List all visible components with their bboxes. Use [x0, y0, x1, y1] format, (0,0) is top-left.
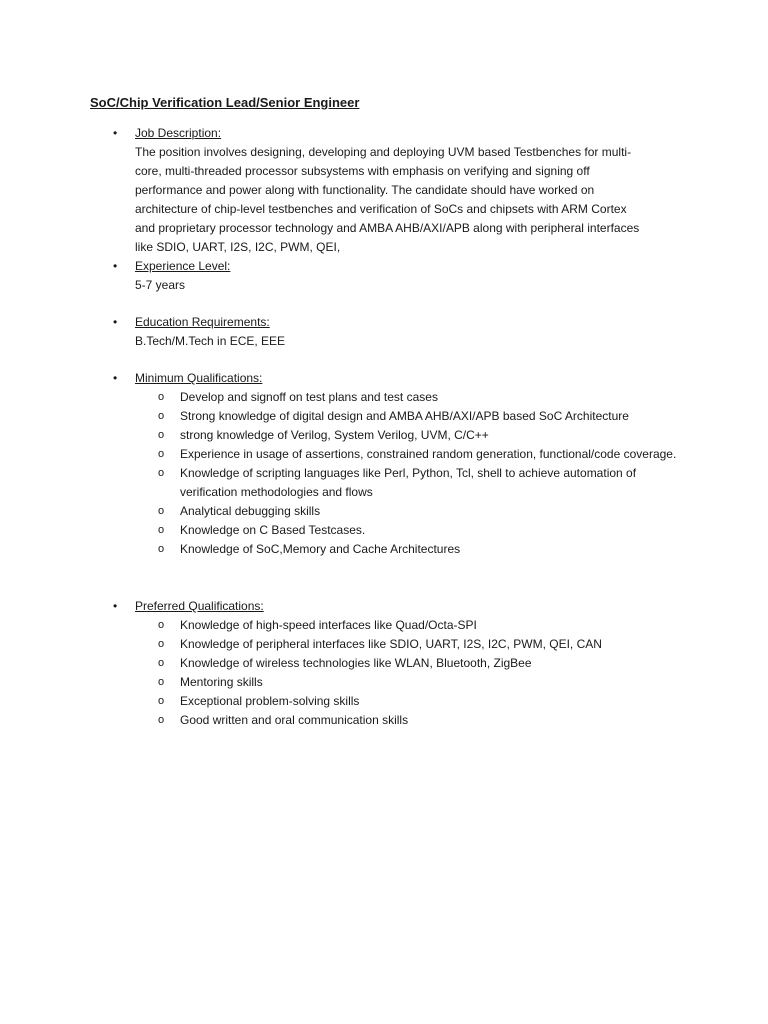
bullet-icon: •	[113, 259, 118, 273]
list-item	[135, 407, 680, 426]
circle-bullet-icon: o	[158, 467, 165, 479]
experience-level-value: 5-7 years	[135, 278, 186, 292]
list-item	[135, 502, 680, 521]
list-item	[135, 540, 680, 559]
list-item	[135, 616, 680, 635]
list-item-text: Knowledge of wireless technologies like WLAN, Bluetooth, ZigBee	[180, 656, 532, 670]
preferred-qualifications-heading: Preferred Qualifications:	[135, 599, 264, 613]
bullet-icon: •	[113, 126, 118, 140]
section-preferred-qualifications	[113, 597, 673, 730]
circle-bullet-icon: o	[158, 543, 165, 555]
list-item	[135, 635, 680, 654]
preferred-qualifications-list	[135, 616, 673, 730]
bullet-icon: •	[113, 599, 118, 613]
job-description-line: core, multi-threaded processor subsystems with emphasis on verifying and signing off	[135, 164, 590, 178]
list-item-text: Knowledge of high-speed interfaces like Quad/Octa-SPI	[180, 618, 477, 632]
job-description-line: performance and power along with functionality. The candidate should have worked on	[135, 183, 595, 197]
minimum-qualifications-heading: Minimum Qualifications:	[135, 371, 263, 385]
section-education-requirements	[113, 313, 673, 351]
circle-bullet-icon: o	[158, 391, 165, 403]
list-item	[135, 654, 680, 673]
job-description-line: and proprietary processor technology and AMBA AHB/AXI/APB along with peripheral interfaces	[135, 221, 640, 235]
circle-bullet-icon: o	[158, 429, 165, 441]
list-item-text: Knowledge of scripting languages like Perl, Python, Tcl, shell to achieve automation of verification methodologies and flows	[180, 466, 637, 499]
list-item-text: Knowledge of peripheral interfaces like SDIO, UART, I2S, I2C, PWM, QEI, CAN	[180, 637, 602, 651]
circle-bullet-icon: o	[158, 676, 165, 688]
experience-level-heading: Experience Level:	[135, 259, 231, 273]
bullet-icon: •	[113, 315, 118, 329]
list-item	[135, 692, 680, 711]
list-item	[135, 464, 680, 502]
bullet-icon: •	[113, 371, 118, 385]
job-description-heading: Job Description:	[135, 126, 222, 140]
circle-bullet-icon: o	[158, 657, 165, 669]
list-item	[135, 388, 680, 407]
list-item-text: Mentoring skills	[180, 675, 263, 689]
circle-bullet-icon: o	[158, 524, 165, 536]
circle-bullet-icon: o	[158, 619, 165, 631]
job-description-text	[135, 143, 673, 257]
list-item-text: Exceptional problem-solving skills	[180, 694, 360, 708]
circle-bullet-icon: o	[158, 448, 165, 460]
circle-bullet-icon: o	[158, 714, 165, 726]
job-description-line: like SDIO, UART, I2S, I2C, PWM, QEI,	[135, 240, 341, 254]
circle-bullet-icon: o	[158, 695, 165, 707]
page-title: SoC/Chip Verification Lead/Senior Engineer	[90, 95, 360, 110]
education-requirements-value: B.Tech/M.Tech in ECE, EEE	[135, 334, 286, 348]
list-item	[135, 445, 680, 464]
list-item-text: Develop and signoff on test plans and test cases	[180, 390, 438, 404]
list-item-text: Analytical debugging skills	[180, 504, 321, 518]
circle-bullet-icon: o	[158, 638, 165, 650]
section-job-description	[113, 124, 673, 257]
list-item	[135, 426, 680, 445]
minimum-qualifications-list	[135, 388, 677, 559]
job-description-line: architecture of chip-level testbenches and verification of SoCs and chipsets with ARM Cortex	[135, 202, 627, 216]
section-minimum-qualifications	[113, 369, 677, 559]
list-item-text: Strong knowledge of digital design and AMBA AHB/AXI/APB based SoC Architecture	[180, 409, 629, 423]
circle-bullet-icon: o	[158, 410, 165, 422]
list-item-text: strong knowledge of Verilog, System Verilog, UVM, C/C++	[180, 428, 489, 442]
list-item-text: Knowledge of SoC,Memory and Cache Architectures	[180, 542, 461, 556]
list-item	[135, 711, 680, 730]
list-item-text: Experience in usage of assertions, constrained random generation, functional/code coverage.	[180, 447, 677, 461]
circle-bullet-icon: o	[158, 505, 165, 517]
job-description-line: The position involves designing, developing and deploying UVM based Testbenches for multi-	[135, 145, 632, 159]
list-item-text: Knowledge on C Based Testcases.	[180, 523, 366, 537]
list-item	[135, 673, 680, 692]
section-experience-level	[113, 257, 673, 295]
list-item	[135, 521, 680, 540]
list-item-text: Good written and oral communication skills	[180, 713, 409, 727]
education-requirements-heading: Education Requirements:	[135, 315, 270, 329]
